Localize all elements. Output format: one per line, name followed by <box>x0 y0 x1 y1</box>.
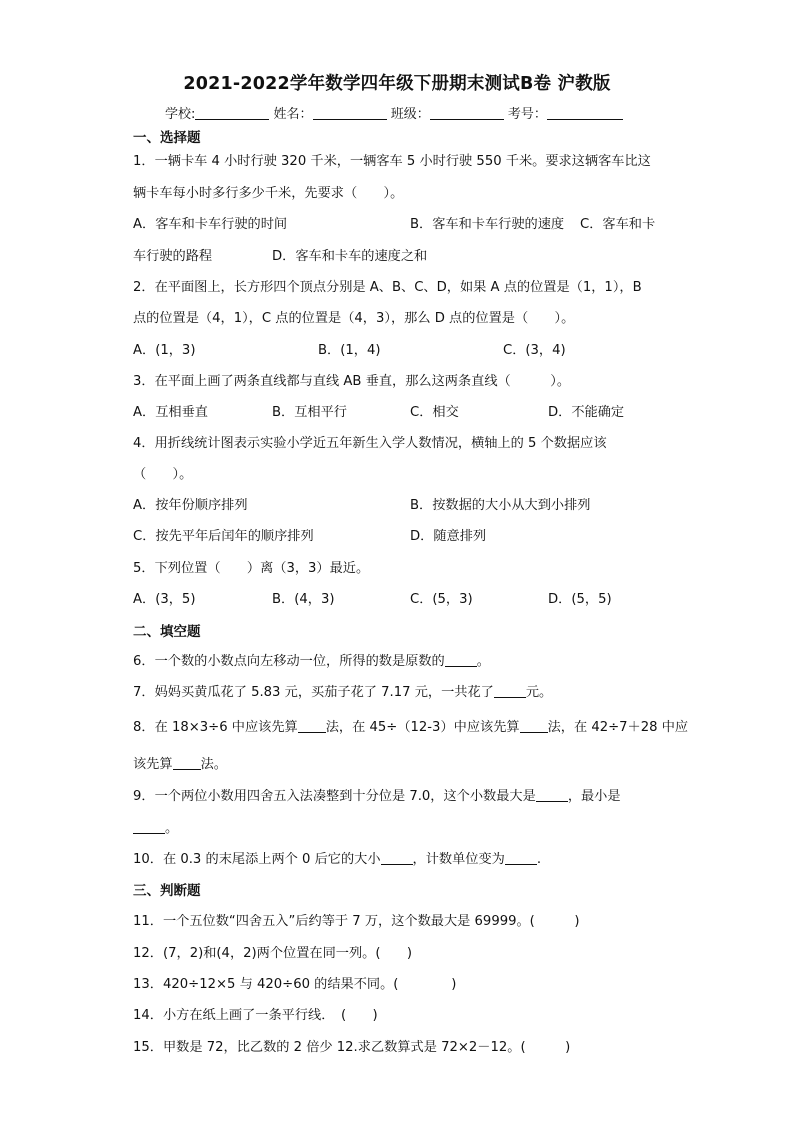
section-heading-choice: 一、选择题 <box>133 130 201 146</box>
q3-line1: 3．在平面上画了两条直线都与直线 AB 垂直，那么这两条直线（ ）。 <box>133 374 571 389</box>
q2-option-a[interactable]: A．(1，3) <box>133 343 196 358</box>
q10-blank-2[interactable] <box>505 851 537 865</box>
q10-text-2: ，计数单位变为 <box>412 852 505 867</box>
id-blank[interactable] <box>547 106 623 120</box>
q8-text-4: 该先算 <box>133 757 173 772</box>
q14[interactable]: 14．小方在纸上画了一条平行线． ( ) <box>133 1008 378 1023</box>
q8-blank-2[interactable] <box>520 719 548 733</box>
q6-blank[interactable] <box>445 653 477 667</box>
q2-option-c[interactable]: C．(3，4) <box>503 343 566 358</box>
q7-blank[interactable] <box>494 684 526 698</box>
q7-end: 元。 <box>525 685 553 700</box>
q10-text-3: . <box>536 852 542 867</box>
q5-option-c[interactable]: C．(5，3) <box>410 592 473 607</box>
q3-option-d[interactable]: D．不能确定 <box>548 405 625 420</box>
q8-text-1: 8．在 18×3÷6 中应该先算 <box>133 720 298 735</box>
q8-blank-1[interactable] <box>298 719 326 733</box>
q4-line1: 4．用折线统计图表示实验小学近五年新生入学人数情况，横轴上的 5 个数据应该 <box>133 436 607 451</box>
q1-option-d[interactable]: D．客车和卡车的速度之和 <box>272 249 428 264</box>
class-label: 班级： <box>390 107 430 122</box>
q15[interactable]: 15．甲数是 72，比乙数的 2 倍少 12.求乙数算式是 72×2－12。( ) <box>133 1040 571 1055</box>
q3-option-c[interactable]: C．相交 <box>410 405 459 420</box>
q6 <box>133 650 490 669</box>
id-label: 考号： <box>507 107 547 122</box>
q6-end: 。 <box>476 654 490 669</box>
class-blank[interactable] <box>430 106 504 120</box>
school-label: 学校: <box>165 107 196 122</box>
q2-line2: 点的位置是（4，1），C 点的位置是（4，3），那么 D 点的位置是（ ）。 <box>133 311 575 326</box>
section-heading-fill: 二、填空题 <box>133 624 201 640</box>
q8-text-3: 法，在 42÷7＋28 中应 <box>547 720 689 735</box>
q8-blank-3[interactable] <box>173 756 201 770</box>
q8-line2 <box>133 753 227 772</box>
q9-line1 <box>133 785 621 804</box>
q9-line2 <box>133 817 178 836</box>
q10-blank-1[interactable] <box>381 851 413 865</box>
q8-text-2: 法，在 45÷（12-3）中应该先算 <box>325 720 520 735</box>
q6-text: 6．一个数的小数点向左移动一位，所得的数是原数的 <box>133 654 445 669</box>
q1-option-c-part2[interactable]: 车行驶的路程 <box>133 249 213 264</box>
q10 <box>133 848 541 867</box>
q1-line2: 辆卡车每小时多行多少千米，先要求（ ）。 <box>133 186 404 201</box>
q1-option-a[interactable]: A．客车和卡车行驶的时间 <box>133 217 288 232</box>
q10-text-1: 10．在 0.3 的末尾添上两个 0 后它的大小 <box>133 852 381 867</box>
q9-text-3: 。 <box>165 821 179 836</box>
q8-text-5: 法。 <box>200 757 227 772</box>
q7-text: 7．妈妈买黄瓜花了 5.83 元，买茄子花了 7.17 元，一共花了 <box>133 685 494 700</box>
q1-option-b[interactable]: B．客车和卡车行驶的速度 <box>410 217 565 232</box>
q1-option-c-part1[interactable]: C．客车和卡 <box>580 217 656 232</box>
q5-line1: 5．下列位置（ ）离（3，3）最近。 <box>133 561 370 576</box>
student-info-row <box>165 103 623 122</box>
q9-text-2: ，最小是 <box>567 789 621 804</box>
q5-option-a[interactable]: A．(3，5) <box>133 592 196 607</box>
q3-option-a[interactable]: A．互相垂直 <box>133 405 208 420</box>
q9-blank-2[interactable] <box>133 820 165 834</box>
q1-line1: 1．一辆卡车 4 小时行驶 320 千米，一辆客车 5 小时行驶 550 千米。要求这辆客车比这 <box>133 154 651 169</box>
q2-option-b[interactable]: B．(1，4) <box>318 343 381 358</box>
q9-blank-1[interactable] <box>536 788 568 802</box>
q4-option-d[interactable]: D．随意排列 <box>410 529 487 544</box>
q5-option-d[interactable]: D．(5，5) <box>548 592 612 607</box>
q4-option-a[interactable]: A．按年份顺序排列 <box>133 498 248 513</box>
q8-line1 <box>133 716 688 735</box>
q4-option-c[interactable]: C．按先平年后闰年的顺序排列 <box>133 529 314 544</box>
section-heading-judge: 三、判断题 <box>133 883 201 899</box>
q3-option-b[interactable]: B．互相平行 <box>272 405 347 420</box>
q13[interactable]: 13．420÷12×5 与 420÷60 的结果不同。( ) <box>133 977 457 992</box>
q11[interactable]: 11．一个五位数“四舍五入”后约等于 7 万，这个数最大是 69999。( ) <box>133 914 580 929</box>
q4-option-b[interactable]: B．按数据的大小从大到小排列 <box>410 498 591 513</box>
name-blank[interactable] <box>313 106 387 120</box>
school-blank[interactable] <box>195 106 269 120</box>
name-label: 姓名： <box>273 107 313 122</box>
q2-line1: 2．在平面图上，长方形四个顶点分别是 A、B、C、D，如果 A 点的位置是（1，1），B <box>133 280 642 295</box>
q9-text-1: 9．一个两位小数用四舍五入法凑整到十分位是 7.0，这个小数最大是 <box>133 789 536 804</box>
q4-line2: （ ）。 <box>133 467 193 482</box>
q5-option-b[interactable]: B．(4，3) <box>272 592 335 607</box>
page-title: 2021-2022学年数学四年级下册期末测试B卷 沪教版 <box>183 74 611 94</box>
q12[interactable]: 12．(7，2)和(4，2)两个位置在同一列。( ) <box>133 946 413 961</box>
q7 <box>133 681 552 700</box>
